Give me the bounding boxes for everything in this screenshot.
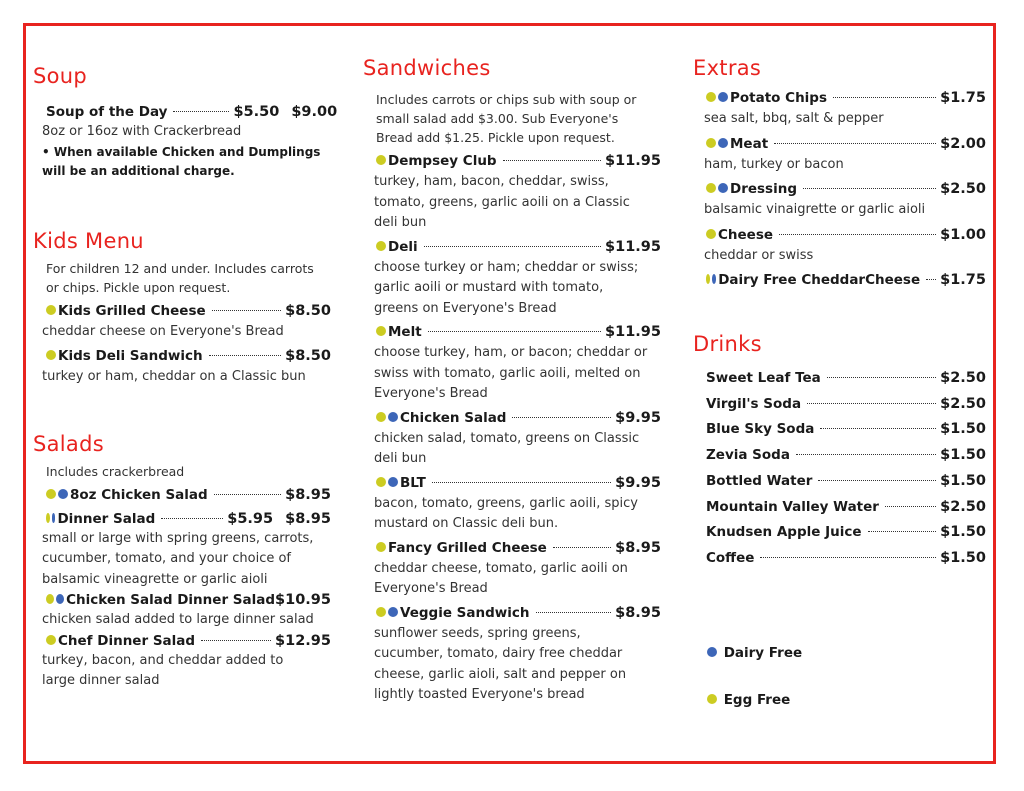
egg-free-dot <box>706 138 716 148</box>
salads-heading: Salads <box>33 431 104 456</box>
item-name: Meat <box>730 135 769 152</box>
legend-label: Dairy Free <box>723 645 803 661</box>
item-name: Bottled Water <box>706 472 813 489</box>
column-left <box>33 64 338 692</box>
menu-item-row <box>706 179 986 199</box>
item-price: $8.95 <box>285 510 331 527</box>
leader-dots <box>818 480 936 481</box>
drink-row <box>706 392 986 418</box>
egg-free-dot <box>46 489 56 499</box>
egg-free-dot <box>376 477 386 487</box>
egg-free-dot <box>706 183 716 193</box>
item-name: Chicken Salad <box>400 409 507 426</box>
price-large: $9.00 <box>291 104 338 120</box>
item-name: Zevia Soda <box>706 447 790 464</box>
item-desc: small or large with spring greens, carrots, cucumber, tomato, and your choice of balsamic vineagrette or garlic aioli <box>42 530 314 587</box>
item-name: Fancy Grilled Cheese <box>388 539 547 556</box>
leader-dots <box>424 246 601 247</box>
item-price: $2.50 <box>940 181 986 197</box>
item-price: $1.00 <box>940 226 986 243</box>
menu-item-row <box>376 538 661 558</box>
sandwiches-intro: Includes carrots or chips sub with soup or small salad add $3.00. Sub Everyone's Bread add $1.25. Pickle upon request. <box>376 92 637 145</box>
egg-free-dot <box>376 241 386 251</box>
leader-dots <box>833 97 936 98</box>
egg-free-dot <box>46 513 50 523</box>
item-name: Melt <box>388 324 422 340</box>
item-price: $1.75 <box>940 90 986 106</box>
menu-item-row <box>46 346 331 366</box>
item-price: $2.50 <box>940 370 986 386</box>
item-price: $9.95 <box>615 474 661 491</box>
item-name: Soup of the Day <box>46 104 168 120</box>
item-name: Mountain Valley Water <box>706 498 879 515</box>
drink-row <box>706 495 986 521</box>
item-name: Veggie Sandwich <box>400 604 530 621</box>
item-price: $9.95 <box>615 409 661 426</box>
leader-dots <box>779 234 936 235</box>
item-price: $12.95 <box>275 632 331 649</box>
menu-item-row <box>46 631 331 651</box>
dairy-free-dot <box>388 477 398 487</box>
leader-dots <box>803 188 936 189</box>
item-name: Dinner Salad <box>57 510 156 527</box>
drinks-heading: Drinks <box>693 332 762 356</box>
drink-row <box>706 417 986 443</box>
egg-free-dot <box>706 229 716 239</box>
item-desc: turkey, ham, bacon, cheddar, swiss, tomato, greens, garlic aoili on a Classic deli bun <box>374 174 630 230</box>
leader-dots <box>201 640 271 641</box>
item-desc: cheddar or swiss <box>704 247 814 263</box>
item-price: $1.75 <box>940 272 986 288</box>
item-name: Dempsey Club <box>388 153 497 169</box>
dairy-free-dot <box>52 513 56 523</box>
drink-row <box>706 520 986 546</box>
item-desc: choose turkey, ham, or bacon; cheddar or swiss with tomato, garlic aoili, melted on Everyone's Bread <box>374 345 648 401</box>
leader-dots <box>503 160 601 161</box>
leader-dots <box>926 279 936 280</box>
egg-free-dot <box>376 542 386 552</box>
leader-dots <box>212 310 281 311</box>
egg-free-dot <box>376 412 386 422</box>
item-name: Coffee <box>706 549 755 566</box>
item-price: $1.50 <box>940 549 986 566</box>
item-price: $8.95 <box>615 604 661 621</box>
menu-item-row <box>46 485 331 505</box>
egg-free-dot <box>46 594 54 604</box>
kids-menu-heading: Kids Menu <box>33 228 144 253</box>
leader-dots <box>173 111 229 112</box>
drink-row <box>706 443 986 469</box>
item-price: $8.95 <box>615 539 661 556</box>
legend-dairy-free <box>707 645 802 661</box>
extras-heading: Extras <box>693 56 762 80</box>
leader-dots <box>512 417 611 418</box>
item-price: $1.50 <box>940 524 986 541</box>
item-price: $11.95 <box>605 238 661 255</box>
menu-item-row <box>46 301 331 321</box>
drink-row <box>706 546 986 572</box>
item-desc: bacon, tomato, greens, garlic aoili, spicy mustard on Classic deli bun. <box>374 495 638 531</box>
item-name: Chicken Salad Dinner Salad <box>66 592 276 608</box>
menu-item-row <box>706 225 986 245</box>
leader-dots <box>428 331 601 332</box>
item-name: Kids Grilled Cheese <box>58 302 206 319</box>
egg-free-dot <box>707 694 717 704</box>
dairy-free-dot <box>388 607 398 617</box>
item-price: $1.50 <box>940 421 986 438</box>
item-price: $2.50 <box>940 498 986 515</box>
item-desc: balsamic vinaigrette or garlic aioli <box>704 202 926 217</box>
menu-item-row <box>376 322 661 342</box>
drink-row <box>706 469 986 495</box>
menu-item-row <box>376 151 661 171</box>
leader-dots <box>807 403 936 404</box>
item-desc: ham, turkey or bacon <box>704 156 844 172</box>
dairy-free-dot <box>718 92 728 102</box>
menu-item-row <box>376 473 661 493</box>
leader-dots <box>161 518 223 519</box>
item-price: $2.50 <box>940 395 986 412</box>
item-name: Knudsen Apple Juice <box>706 524 862 541</box>
item-desc: sunflower seeds, spring greens, cucumber, tomato, dairy free cheddar cheese, garlic aioli, salt and pepper on lightly toasted Everyone's bread <box>374 625 627 702</box>
egg-free-dot <box>706 92 716 102</box>
menu-item-row <box>706 88 986 108</box>
menu-item-row <box>376 237 661 257</box>
menu-item-row <box>376 408 661 428</box>
column-middle <box>363 56 663 706</box>
legend-egg-free <box>707 692 790 708</box>
item-name: Dairy Free CheddarCheese <box>718 272 921 288</box>
item-name: Kids Deli Sandwich <box>58 348 203 364</box>
price-small: $5.95 <box>227 510 274 527</box>
egg-free-dot <box>376 326 386 336</box>
dairy-free-dot <box>707 647 717 657</box>
leader-dots <box>214 494 281 495</box>
leader-dots <box>760 557 936 558</box>
egg-free-dot <box>706 274 710 284</box>
item-price: $11.95 <box>605 324 661 340</box>
sandwiches-heading: Sandwiches <box>363 56 491 80</box>
item-desc: chicken salad, tomato, greens on Classic deli bun <box>374 430 640 466</box>
leader-dots <box>432 482 611 483</box>
leader-dots <box>820 428 936 429</box>
soup-note: • When available Chicken and Dumplings will be an additional charge. <box>42 144 321 178</box>
item-desc: turkey or ham, cheddar on a Classic bun <box>42 369 306 384</box>
leader-dots <box>827 377 936 378</box>
dairy-free-dot <box>388 412 398 422</box>
leader-dots <box>209 355 282 356</box>
item-desc: 8oz or 16oz with Crackerbread <box>42 124 242 139</box>
dairy-free-dot <box>718 183 728 193</box>
leader-dots <box>885 506 936 507</box>
salads-intro: Includes crackerbread <box>46 463 185 479</box>
item-price: $10.95 <box>275 592 331 608</box>
soup-heading: Soup <box>33 64 88 88</box>
item-name: Blue Sky Soda <box>706 421 815 438</box>
leader-dots <box>774 143 936 144</box>
item-name: Virgil's Soda <box>706 395 802 412</box>
menu-item-row <box>46 509 331 529</box>
item-desc: chicken salad added to large dinner salad <box>42 612 314 627</box>
item-desc: sea salt, bbq, salt & pepper <box>704 111 884 126</box>
egg-free-dot <box>46 350 56 360</box>
item-price: $8.50 <box>285 302 331 319</box>
dairy-free-dot <box>58 489 68 499</box>
price-small: $5.50 <box>233 104 280 120</box>
item-price: $8.95 <box>285 486 331 503</box>
item-name: Chef Dinner Salad <box>58 632 196 649</box>
item-desc: choose turkey or ham; cheddar or swiss; garlic aoili or mustard with tomato, greens on Everyone's Bread <box>374 259 639 316</box>
item-name: Dressing <box>730 181 797 197</box>
soup-of-the-day-row <box>46 102 338 122</box>
item-price: $1.50 <box>940 472 986 489</box>
menu-item-row <box>706 134 986 154</box>
legend-label: Egg Free <box>723 692 791 708</box>
egg-free-dot <box>46 635 56 645</box>
item-name: Cheese <box>718 226 774 243</box>
dairy-free-dot <box>712 274 716 284</box>
item-price: $11.95 <box>605 153 661 169</box>
menu-item-row <box>706 270 986 290</box>
leader-dots <box>536 612 612 613</box>
dairy-free-dot <box>718 138 728 148</box>
item-desc: cheddar cheese on Everyone's Bread <box>42 323 284 339</box>
leader-dots <box>868 531 937 532</box>
item-name: BLT <box>400 474 426 491</box>
egg-free-dot <box>46 305 56 315</box>
item-name: 8oz Chicken Salad <box>70 486 208 503</box>
menu-item-row <box>46 590 331 610</box>
item-desc: turkey, bacon, and cheddar added to large dinner salad <box>42 652 284 688</box>
menu-item-row <box>376 603 661 623</box>
leader-dots <box>553 547 611 548</box>
egg-free-dot <box>376 607 386 617</box>
item-name: Deli <box>388 238 418 255</box>
item-name: Sweet Leaf Tea <box>706 370 821 386</box>
item-desc: cheddar cheese, tomato, garlic aoili on Everyone's Bread <box>374 560 628 596</box>
kids-intro: For children 12 and under. Includes carrots or chips. Pickle upon request. <box>46 260 314 295</box>
item-price: $8.50 <box>285 348 331 364</box>
drink-row <box>706 366 986 392</box>
leader-dots <box>796 454 936 455</box>
egg-free-dot <box>376 155 386 165</box>
item-name: Potato Chips <box>730 90 828 106</box>
item-price: $2.00 <box>940 135 986 152</box>
item-price: $1.50 <box>940 447 986 464</box>
column-right <box>693 56 993 572</box>
dairy-free-dot <box>56 594 64 604</box>
